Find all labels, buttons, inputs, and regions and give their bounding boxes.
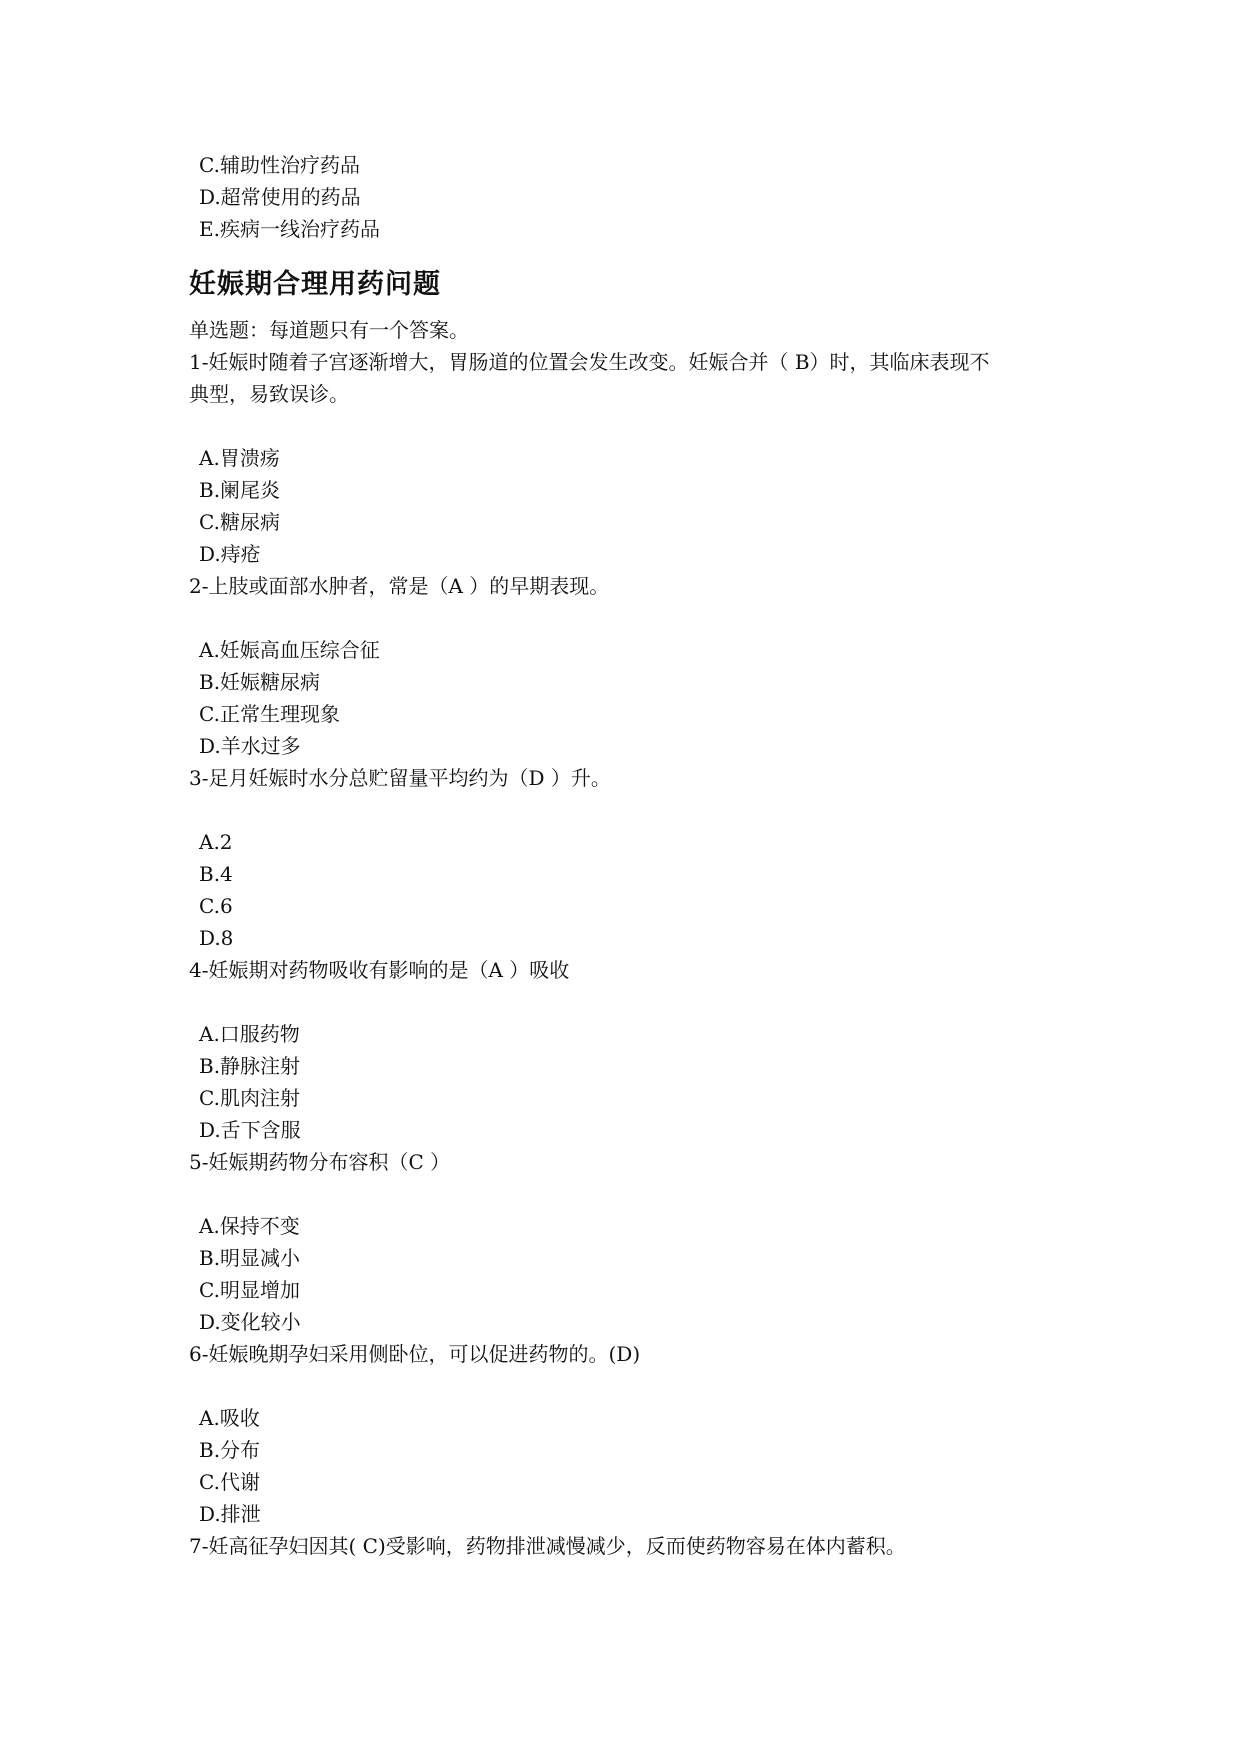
question-6-option-c: C.代谢 bbox=[199, 1470, 260, 1494]
question-5-option-b: B.明显减小 bbox=[199, 1246, 301, 1270]
question-4-text: 4-妊娠期对药物吸收有影响的是（A ）吸收 bbox=[189, 958, 570, 982]
question-5-option-c: C.明显增加 bbox=[199, 1278, 300, 1302]
question-3-option-b: B.4 bbox=[199, 862, 233, 886]
question-4-option-c: C.肌肉注射 bbox=[199, 1086, 300, 1110]
prev-option-e: E.疾病一线治疗药品 bbox=[199, 217, 380, 241]
question-3-option-c: C.6 bbox=[199, 894, 233, 918]
prev-option-d: D.超常使用的药品 bbox=[199, 185, 361, 209]
question-3-option-d: D.8 bbox=[199, 926, 234, 950]
section-title: 妊娠期合理用药问题 bbox=[189, 269, 441, 300]
question-4-option-b: B.静脉注射 bbox=[199, 1054, 301, 1078]
question-7-text: 7-妊高征孕妇因其( C)受影响，药物排泄减慢减少，反而使药物容易在体内蓄积。 bbox=[189, 1534, 906, 1558]
question-1-text-cont: 典型，易致误诊。 bbox=[189, 382, 349, 406]
question-5-text: 5-妊娠期药物分布容积（C ） bbox=[189, 1150, 451, 1174]
question-1-option-d: D.痔疮 bbox=[199, 542, 261, 566]
question-6-option-a: A.吸收 bbox=[199, 1406, 260, 1430]
question-6-text: 6-妊娠晚期孕妇采用侧卧位，可以促进药物的。(D) bbox=[189, 1342, 641, 1366]
question-1-option-c: C.糖尿病 bbox=[199, 510, 280, 534]
instruction-text: 单选题：每道题只有一个答案。 bbox=[189, 318, 469, 342]
question-1-text: 1-妊娠时随着子宫逐渐增大，胃肠道的位置会发生改变。妊娠合并（ B）时，其临床表现不 bbox=[189, 350, 990, 374]
question-2-option-c: C.正常生理现象 bbox=[199, 702, 340, 726]
question-1-option-a: A.胃溃疡 bbox=[199, 446, 280, 470]
question-3-text: 3-足月妊娠时水分总贮留量平均约为（D ）升。 bbox=[189, 766, 611, 790]
question-2-text: 2-上肢或面部水肿者，常是（A ）的早期表现。 bbox=[189, 574, 610, 598]
question-2-option-a: A.妊娠高血压综合征 bbox=[199, 638, 380, 662]
question-3-option-a: A.2 bbox=[199, 830, 233, 854]
question-2-option-b: B.妊娠糖尿病 bbox=[199, 670, 321, 694]
question-5-option-d: D.变化较小 bbox=[199, 1310, 301, 1334]
question-6-option-b: B.分布 bbox=[199, 1438, 261, 1462]
question-4-option-a: A.口服药物 bbox=[199, 1022, 300, 1046]
question-5-option-a: A.保持不变 bbox=[199, 1214, 300, 1238]
question-1-option-b: B.阑尾炎 bbox=[199, 478, 281, 502]
question-2-option-d: D.羊水过多 bbox=[199, 734, 301, 758]
question-6-option-d: D.排泄 bbox=[199, 1502, 261, 1526]
prev-option-c: C.辅助性治疗药品 bbox=[199, 153, 360, 177]
question-4-option-d: D.舌下含服 bbox=[199, 1118, 301, 1142]
